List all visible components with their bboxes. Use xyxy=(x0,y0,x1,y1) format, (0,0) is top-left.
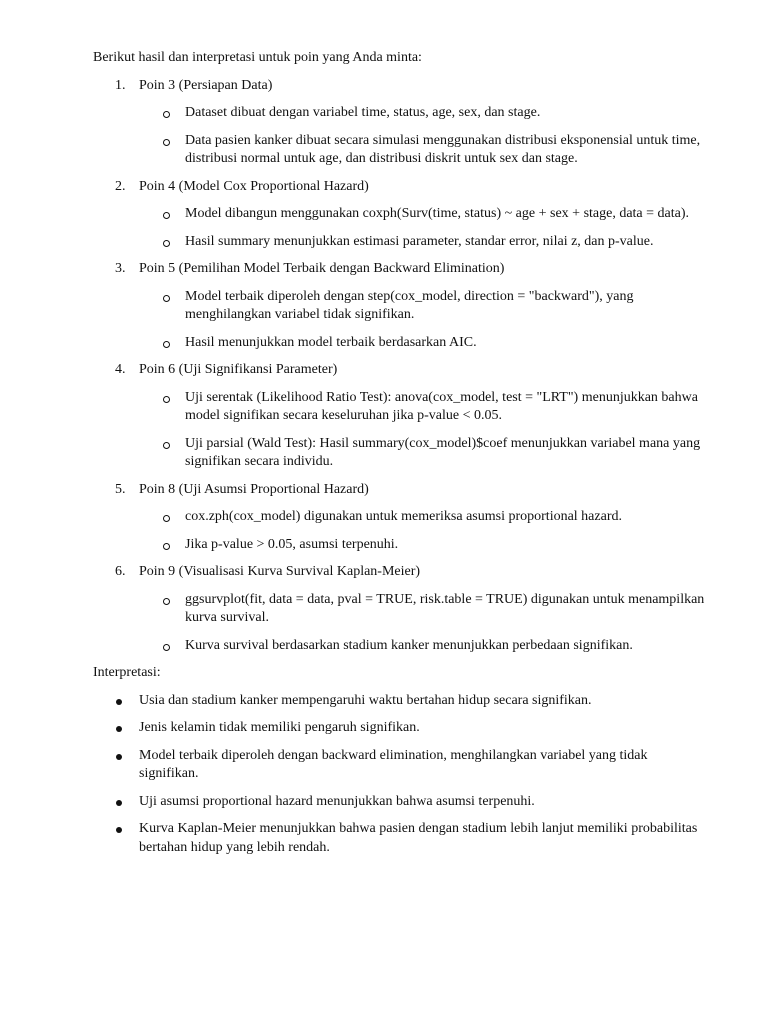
sub-item-text: Model terbaik diperoleh dengan step(cox_model, direction = "backward"), yang menghilangkan variabel tidak signifikan. xyxy=(185,288,634,322)
sub-item-text: Data pasien kanker dibuat secara simulasi menggunakan distribusi eksponensial untuk time, distribusi normal untuk age, dan distribusi diskrit untuk sex dan stage. xyxy=(185,132,701,166)
sub-item-text: Hasil summary menunjukkan estimasi parameter, standar error, nilai z, dan p-value. xyxy=(185,233,654,249)
circle-bullet-icon xyxy=(163,396,170,403)
sub-list-item xyxy=(139,508,708,527)
interpretation-text: Kurva Kaplan-Meier menunjukkan bahwa pasien dengan stadium lebih lanjut memiliki probabilitas bertahan hidup yang lebih rendah. xyxy=(139,821,698,855)
point-item xyxy=(93,563,708,655)
sub-list-item xyxy=(139,334,708,353)
interpretation-item xyxy=(93,692,708,711)
point-item xyxy=(93,260,708,352)
sub-list-item xyxy=(139,435,708,472)
sub-item-text: cox.zph(cox_model) digunakan untuk memeriksa asumsi proportional hazard. xyxy=(185,509,622,524)
bullet-icon xyxy=(116,699,122,705)
point-title: Poin 5 (Pemilihan Model Terbaik dengan Backward Elimination) xyxy=(139,261,505,276)
point-sub-list xyxy=(139,389,708,472)
circle-bullet-icon xyxy=(163,644,170,651)
point-number: 4. xyxy=(115,362,126,377)
circle-bullet-icon xyxy=(163,543,170,550)
sub-item-text: Model dibangun menggunakan coxph(Surv(time, status) ~ age + sex + stage, data = data). xyxy=(185,206,690,221)
point-number: 5. xyxy=(115,481,126,497)
point-sub-list xyxy=(139,205,708,251)
sub-list-item xyxy=(139,233,708,252)
bullet-icon xyxy=(116,827,122,833)
point-sub-list xyxy=(139,508,708,554)
point-item xyxy=(93,481,708,555)
point-number: 2. xyxy=(115,178,126,194)
circle-bullet-icon xyxy=(163,212,170,219)
interpretation-item xyxy=(93,820,708,857)
interpretation-text: Usia dan stadium kanker mempengaruhi waktu bertahan hidup secara signifikan. xyxy=(139,692,592,708)
sub-list-item xyxy=(139,205,708,224)
points-list xyxy=(93,77,708,656)
sub-item-text: Kurva survival berdasarkan stadium kanker menunjukkan perbedaan signifikan. xyxy=(185,637,633,653)
interpretation-text: Uji asumsi proportional hazard menunjukkan bahwa asumsi terpenuhi. xyxy=(139,793,535,809)
sub-item-text: Hasil menunjukkan model terbaik berdasarkan AIC. xyxy=(185,334,477,350)
point-number: 1. xyxy=(115,77,126,93)
circle-bullet-icon xyxy=(163,139,170,146)
point-sub-list xyxy=(139,591,708,656)
point-title: Poin 3 (Persiapan Data) xyxy=(139,77,273,93)
bullet-icon xyxy=(116,800,122,806)
bullet-icon xyxy=(116,726,122,732)
interpretation-item xyxy=(93,719,708,738)
point-title: Poin 8 (Uji Asumsi Proportional Hazard) xyxy=(139,481,369,497)
sub-list-item xyxy=(139,288,708,325)
point-sub-list xyxy=(139,288,708,353)
circle-bullet-icon xyxy=(163,515,170,522)
sub-item-text: Dataset dibuat dengan variabel time, status, age, sex, dan stage. xyxy=(185,105,541,120)
sub-list-item xyxy=(139,132,708,169)
intro-text: Berikut hasil dan interpretasi untuk poin yang Anda minta: xyxy=(93,50,422,65)
point-item xyxy=(93,178,708,252)
circle-bullet-icon xyxy=(163,240,170,247)
point-item xyxy=(93,361,708,472)
interpretation-text: Jenis kelamin tidak memiliki pengaruh signifikan. xyxy=(139,720,420,735)
point-title: Poin 6 (Uji Signifikansi Parameter) xyxy=(139,362,338,377)
sub-item-text: Uji parsial (Wald Test): Hasil summary(cox_model)$coef menunjukkan variabel mana yang signifikan secara individu. xyxy=(185,435,701,469)
interpretation-list xyxy=(93,692,708,858)
circle-bullet-icon xyxy=(163,341,170,348)
point-title: Poin 4 (Model Cox Proportional Hazard) xyxy=(139,178,369,194)
point-number: 3. xyxy=(115,261,126,276)
sub-list-item xyxy=(139,591,708,628)
point-title: Poin 9 (Visualisasi Kurva Survival Kaplan-Meier) xyxy=(139,564,421,579)
circle-bullet-icon xyxy=(163,295,170,302)
circle-bullet-icon xyxy=(163,442,170,449)
interpretation-title: Interpretasi: xyxy=(93,665,161,680)
sub-item-text: ggsurvplot(fit, data = data, pval = TRUE, risk.table = TRUE) digunakan untuk menampilkan kurva survival. xyxy=(185,591,705,625)
sub-item-text: Uji serentak (Likelihood Ratio Test): anova(cox_model, test = "LRT") menunjukkan bahwa model signifikan secara keseluruhan jika p-value < 0.05. xyxy=(185,389,698,423)
point-number: 6. xyxy=(115,564,126,579)
sub-list-item xyxy=(139,389,708,426)
sub-item-text: Jika p-value > 0.05, asumsi terpenuhi. xyxy=(185,536,399,552)
sub-list-item xyxy=(139,104,708,123)
interpretation-item xyxy=(93,747,708,784)
point-item xyxy=(93,77,708,169)
point-sub-list xyxy=(139,104,708,169)
bullet-icon xyxy=(116,754,122,760)
interpretation-text: Model terbaik diperoleh dengan backward elimination, menghilangkan variabel yang tidak signifikan. xyxy=(139,747,648,781)
interpretation-item xyxy=(93,793,708,812)
circle-bullet-icon xyxy=(163,598,170,605)
sub-list-item xyxy=(139,536,708,555)
sub-list-item xyxy=(139,637,708,656)
circle-bullet-icon xyxy=(163,111,170,118)
